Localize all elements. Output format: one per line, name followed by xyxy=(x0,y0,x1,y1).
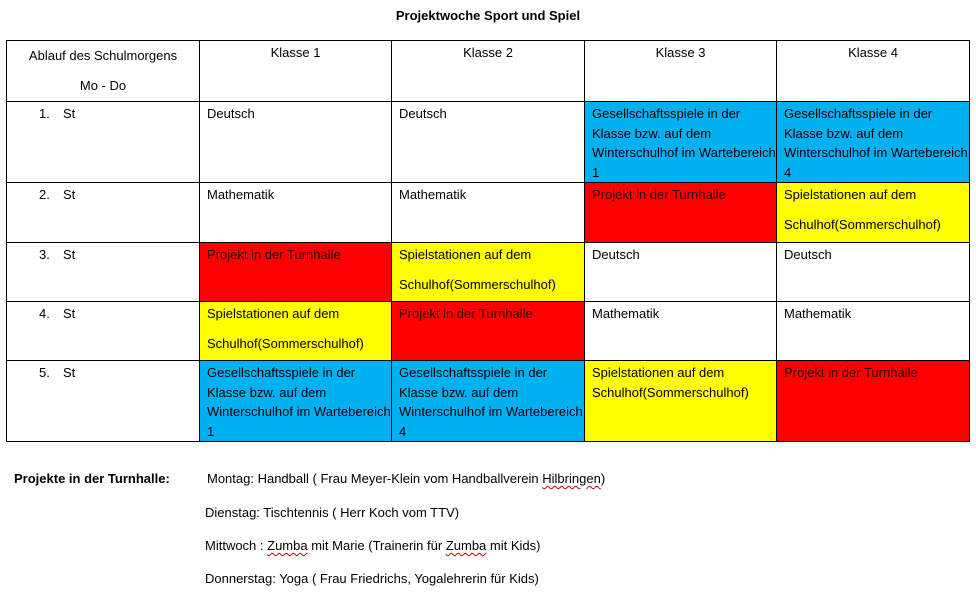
schedule-cell xyxy=(585,361,777,442)
row-number: 2. xyxy=(39,187,50,202)
row-number: 3. xyxy=(39,247,50,262)
cell-line: Schulhof(Sommerschulhof) xyxy=(399,277,556,292)
row-unit: St xyxy=(63,306,76,321)
schedule-table xyxy=(6,40,970,442)
table-row xyxy=(7,183,970,243)
schedule-cell: Projekt in der Turnhalle xyxy=(585,183,777,243)
schedule-cell: Gesellschaftsspiele in der Klasse bzw. auf dem Winterschulhof im Wartebereich 1 xyxy=(585,102,777,183)
cell-line: Spielstationen auf dem xyxy=(784,187,917,202)
row-number: 5. xyxy=(39,365,50,380)
project-text: Montag: Handball ( Frau Meyer-Klein vom Handballverein xyxy=(207,471,543,486)
table-row xyxy=(7,243,970,302)
schedule-cell xyxy=(777,183,970,243)
row-number: 4. xyxy=(39,306,50,321)
header-row xyxy=(7,41,970,102)
schedule-cell: Projekt in der Turnhalle xyxy=(392,302,585,361)
header-class-2: Klasse 2 xyxy=(392,41,585,102)
project-text: mit Kids) xyxy=(486,538,541,553)
project-text: Mittwoch : xyxy=(205,538,268,553)
page-title: Projektwoche Sport und Spiel xyxy=(395,8,581,23)
row-label xyxy=(7,102,200,183)
project-text: ) xyxy=(600,471,606,486)
cell-line: Schulhof(Sommerschulhof) xyxy=(592,385,749,400)
row-label xyxy=(7,361,200,442)
schedule-cell: Deutsch xyxy=(777,243,970,302)
project-text: Hilbringen xyxy=(542,471,601,486)
schedule-cell: Gesellschaftsspiele in der Klasse bzw. auf dem Winterschulhof im Wartebereich 4 xyxy=(777,102,970,183)
schedule-cell: Gesellschaftsspiele in der Klasse bzw. auf dem Winterschulhof im Wartebereich 1 xyxy=(200,361,392,442)
schedule-cell: Mathematik xyxy=(200,183,392,243)
row-label xyxy=(7,183,200,243)
header-schedule-line2: Mo - Do xyxy=(79,78,127,93)
schedule-cell: Mathematik xyxy=(392,183,585,243)
schedule-cell: Deutsch xyxy=(392,102,585,183)
cell-line: Schulhof(Sommerschulhof) xyxy=(207,336,364,351)
schedule-cell: Mathematik xyxy=(777,302,970,361)
header-class-4: Klasse 4 xyxy=(777,41,970,102)
schedule-cell xyxy=(200,302,392,361)
schedule-cell xyxy=(392,243,585,302)
schedule-cell: Gesellschaftsspiele in der Klasse bzw. auf dem Winterschulhof im Wartebereich 4 xyxy=(392,361,585,442)
header-schedule-line1: Ablauf des Schulmorgens xyxy=(28,48,178,63)
header-class-1: Klasse 1 xyxy=(200,41,392,102)
schedule-cell: Mathematik xyxy=(585,302,777,361)
cell-line: Spielstationen auf dem xyxy=(207,306,340,321)
table-row xyxy=(7,302,970,361)
project-text: Dienstag: Tischtennis ( Herr Koch vom TTV) xyxy=(205,505,460,520)
row-unit: St xyxy=(63,365,76,380)
schedule-cell: Projekt in der Turnhalle xyxy=(200,243,392,302)
header-schedule-cell xyxy=(7,41,200,102)
row-unit: St xyxy=(63,247,76,262)
project-text: mit Marie (Trainerin für xyxy=(307,538,446,553)
cell-line: Spielstationen auf dem xyxy=(592,365,725,380)
project-line-monday xyxy=(207,471,605,486)
row-label xyxy=(7,243,200,302)
row-unit: St xyxy=(63,106,76,121)
schedule-cell: Projekt in der Turnhalle xyxy=(777,361,970,442)
project-text: Zumba xyxy=(445,538,487,553)
project-line-wednesday xyxy=(205,538,540,553)
cell-line: Spielstationen auf dem xyxy=(399,247,532,262)
schedule-cell: Deutsch xyxy=(200,102,392,183)
project-text: Donnerstag: Yoga ( Frau Friedrichs, Yogalehrerin für Kids) xyxy=(205,571,539,586)
schedule-cell: Deutsch xyxy=(585,243,777,302)
table-row xyxy=(7,361,970,442)
project-line-thursday xyxy=(205,571,539,586)
row-unit: St xyxy=(63,187,76,202)
header-class-3: Klasse 3 xyxy=(585,41,777,102)
row-label xyxy=(7,302,200,361)
cell-line: Schulhof(Sommerschulhof) xyxy=(784,217,941,232)
table-row xyxy=(7,102,970,183)
row-number: 1. xyxy=(39,106,50,121)
project-line-tuesday xyxy=(205,505,459,520)
project-text: Zumba xyxy=(267,538,308,553)
projects-label: Projekte in der Turnhalle: xyxy=(14,471,170,486)
